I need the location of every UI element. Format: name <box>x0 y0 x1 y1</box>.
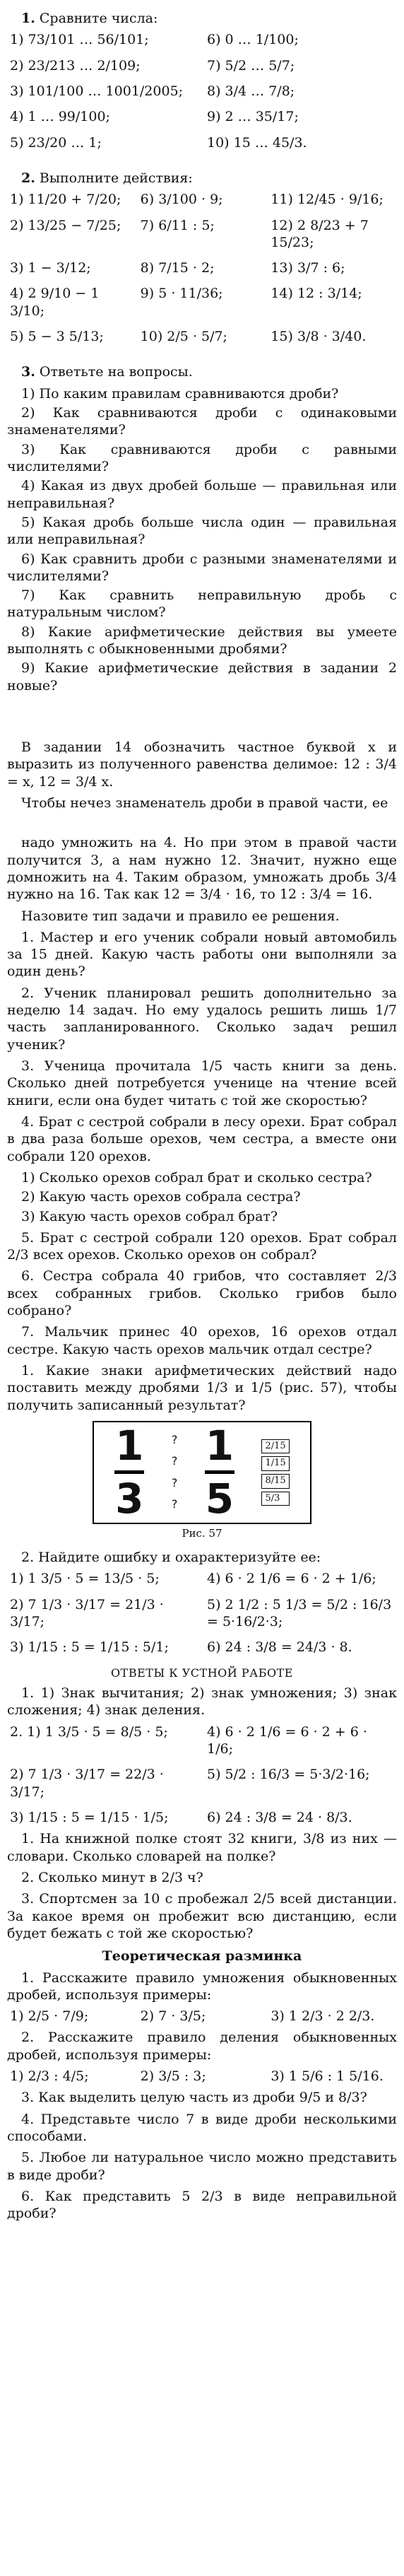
task1-item: 10) 15 … 45/3. <box>207 134 307 151</box>
error-item: 3) 1/15 : 5 = 1/15 : 5/1; <box>10 1639 169 1656</box>
question-mark: ? <box>171 1433 178 1446</box>
error-item: 5) 2 1/2 : 5 1/3 = 5/2 : 16/3 = 5·16/2·3; <box>207 1596 392 1630</box>
answer-item: 3) 1/15 : 5 = 1/15 · 1/5; <box>10 1810 169 1826</box>
task2-item: 13) 3/7 : 6; <box>271 260 345 276</box>
answer-item: 6) 24 : 3/8 = 24 · 8/3. <box>207 1810 352 1826</box>
warmup-item: 3. Как выделить целую часть из дроби 9/5 и 8/3? <box>21 2090 367 2106</box>
question: 9) Какие арифметические действия в задании 2 новые? <box>7 660 397 693</box>
answer: 1. 1) Знак вычитания; 2) знак умножения; 3) знак сложения; 4) знак деления. <box>7 1685 397 1719</box>
problem: 1. На книжной полке стоят 32 книги, 3/8 из них — словари. Сколько словарей на полке? <box>7 1831 397 1864</box>
denominator: 5 <box>205 1475 234 1523</box>
task2-item: 10) 2/5 · 5/7; <box>140 329 227 345</box>
problem: 7. Мальчик принес 40 орехов, 16 орехов отдал сестре. Какую часть орехов мальчик отдал сестре? <box>7 1324 397 1357</box>
example: 1) 2/3 : 4/5; <box>10 2068 89 2085</box>
task3-questions <box>7 385 397 694</box>
paragraph: надо умножить на 4. Но при этом в правой части получится 3, а нам нужно 12. Значит, нужно еще домножить на 4. Таким образом, умножать дробь 3/4 нужно на 16. Так как 12 = 3/4 · 16, то 12 : 3/4 = 16. <box>7 835 397 903</box>
question-mark: ? <box>171 1475 178 1489</box>
denominator: 3 <box>115 1475 144 1523</box>
task2-list <box>10 191 397 345</box>
task1-list <box>10 31 397 151</box>
error-item: 2) 7 1/3 · 3/17 = 21/3 · 3/17; <box>10 1596 164 1630</box>
figure-box <box>93 1421 311 1524</box>
task1-title: 1. Сравните числа: <box>21 11 158 26</box>
task1-item: 4) 1 … 99/100; <box>10 109 110 125</box>
task1-item: 7) 5/2 … 5/7; <box>207 57 295 74</box>
task1-item: 1) 73/101 … 56/101; <box>10 32 149 48</box>
problem: 3. Ученица прочитала 1/5 часть книги за день. Сколько дней потребуется ученице на чтение всей книги, если она будет читать с той же скоростью? <box>7 1058 397 1108</box>
result-option: 1/15 <box>261 1456 289 1471</box>
warmup-item: 6. Как представить 5 2/3 в виде неправильной дроби? <box>7 2188 397 2222</box>
result-option: 8/15 <box>261 1474 289 1489</box>
section-title: Теоретическая разминка <box>102 1948 302 1965</box>
task2-item: 12) 2 8/23 + 7 15/23; <box>271 217 369 250</box>
paragraph: В задании 14 обозначить частное буквой x и выразить из полученного равенства делимое: 12 : 3/4 = x, 12 = 3/4 x. <box>7 739 397 790</box>
answers-header: ОТВЕТЫ К УСТНОЙ РАБОТЕ <box>111 1665 293 1680</box>
task2-item: 2) 13/25 − 7/25; <box>10 217 121 233</box>
task2-item: 11) 12/45 · 9/16; <box>271 192 384 208</box>
answers-list <box>10 1723 397 1827</box>
problem: 6. Сестра собрала 40 грибов, что составляет 2/3 всех собранных грибов. Сколько грибов было собрано? <box>7 1268 397 1319</box>
task2-item: 3) 1 − 3/12; <box>10 260 91 276</box>
example: 1) 2/5 · 7/9; <box>10 2008 89 2025</box>
warmup-item: 4. Представьте число 7 в виде дроби несколькими способами. <box>7 2111 397 2145</box>
question: 1) По каким правилам сравниваются дроби? <box>21 385 339 402</box>
task1-item: 2) 23/213 … 2/109; <box>10 57 141 74</box>
warmup-item: 2. Расскажите правило деления обыкновенных дробей, используя примеры: <box>7 2030 397 2063</box>
example: 3) 1 5/6 : 1 5/16. <box>271 2068 384 2085</box>
problem: 2. Сколько минут в 2/3 ч? <box>21 1869 203 1885</box>
question: 2) Как сравниваются дроби с одинаковыми знаменателями? <box>7 405 397 438</box>
task3-title: 3. Ответьте на вопросы. <box>21 364 193 380</box>
error-list <box>10 1570 397 1656</box>
problem: 4. Брат с сестрой собрали в лесу орехи. Брат собрал в два раза больше орехов, чем сестра, а вместе они собрали 120 орехов. <box>7 1113 397 1164</box>
example: 2) 3/5 : 3; <box>140 2068 206 2085</box>
figure-caption: Рис. 57 <box>182 1526 222 1540</box>
subquestion: 3) Какую часть орехов собрал брат? <box>21 1208 278 1224</box>
numerator: 1 <box>205 1422 234 1470</box>
fraction-one-third <box>114 1422 144 1523</box>
paragraph: Чтобы нечез знаменатель дроби в правой части, ее <box>21 795 388 811</box>
task1-item: 8) 3/4 … 7/8; <box>207 83 295 99</box>
question: 8) Какие арифметические действия вы умеете выполнять с обыкновенными дробями? <box>7 623 397 657</box>
task2-item: 15) 3/8 · 3/40. <box>271 329 367 345</box>
fraction-bar <box>205 1470 234 1474</box>
question-mark: ? <box>171 1497 178 1511</box>
task1-item: 9) 2 … 35/17; <box>207 109 299 125</box>
example: 3) 1 2/3 · 2 2/3. <box>271 2008 375 2025</box>
task-title: 2. Найдите ошибку и охарактеризуйте ее: <box>21 1550 321 1566</box>
result-option: 2/15 <box>261 1439 289 1454</box>
problem: 5. Брат с сестрой собрали 120 орехов. Брат собрал 2/3 всех орехов. Сколько орехов он собрал? <box>7 1229 397 1263</box>
task2-title: 2. Выполните действия: <box>21 170 193 186</box>
problem: 3. Спортсмен за 10 с пробежал 2/5 всей дистанции. За какое время он пробежит всю дистанцию, если будет бежать с той же скоростью? <box>7 1891 397 1941</box>
task1-item: 5) 23/20 … 1; <box>10 134 102 151</box>
task2-item: 4) 2 9/10 − 1 3/10; <box>10 286 100 319</box>
question-mark: ? <box>171 1454 178 1468</box>
error-item: 4) 6 · 2 1/6 = 6 · 2 + 1/6; <box>207 1571 376 1587</box>
paragraph: Назовите тип задачи и правило ее решения. <box>21 908 340 924</box>
figure-intro: 1. Какие знаки арифметических действий надо поставить между дробями 1/3 и 1/5 (рис. 57), чтобы получить записанный результат? <box>7 1363 397 1413</box>
task1-item: 6) 0 … 1/100; <box>207 32 299 48</box>
subquestion: 1) Сколько орехов собрал брат и сколько сестра? <box>21 1169 372 1185</box>
result-options <box>261 1439 289 1506</box>
answer-item: 4) 6 · 2 1/6 = 6 · 2 + 6 · 1/6; <box>207 1723 367 1757</box>
task1-item: 3) 101/100 … 1001/2005; <box>10 83 184 99</box>
result-option: 5/3 <box>261 1492 289 1506</box>
answer-item: 2) 7 1/3 · 3/17 = 22/3 · 3/17; <box>10 1767 164 1800</box>
task2-item: 7) 6/11 : 5; <box>140 217 215 233</box>
question: 3) Как сравниваются дроби с равными числителями? <box>7 441 397 474</box>
example: 2) 7 · 3/5; <box>140 2008 206 2025</box>
warmup-item: 1. Расскажите правило умножения обыкновенных дробей, используя примеры: <box>7 1969 397 2003</box>
question: 5) Какая дробь больше числа один — правильная или неправильная? <box>7 514 397 548</box>
answer-item: 2. 1) 1 3/5 · 5 = 8/5 · 5; <box>10 1723 168 1740</box>
warmup-examples <box>10 2008 397 2025</box>
fraction-one-fifth <box>205 1422 234 1523</box>
fraction-bar <box>114 1470 144 1474</box>
question: 6) Как сравнить дроби с разными знаменателями и числителями? <box>7 551 397 584</box>
figure-57 <box>7 1421 397 1524</box>
problem: 2. Ученик планировал решить дополнительно за неделю 14 задач. Но ему удалось решить лишь 1/7 часть запланированного. Сколько задач решил ученик? <box>7 985 397 1053</box>
task2-item: 8) 7/15 · 2; <box>140 260 215 276</box>
problem: 1. Мастер и его ученик собрали новый автомобиль за 15 дней. Какую часть работы они выполняли за один день? <box>7 929 397 980</box>
error-item: 1) 1 3/5 · 5 = 13/5 · 5; <box>10 1571 160 1587</box>
error-item: 6) 24 : 3/8 = 24/3 · 8. <box>207 1639 352 1656</box>
warmup-examples <box>10 2068 397 2085</box>
warmup-item: 5. Любое ли натуральное число можно представить в виде дроби? <box>7 2150 397 2183</box>
task2-item: 14) 12 : 3/14; <box>271 286 362 302</box>
numerator: 1 <box>115 1422 144 1470</box>
task2-item: 5) 5 − 3 5/13; <box>10 329 104 345</box>
subquestion: 2) Какую часть орехов собрала сестра? <box>21 1189 301 1205</box>
answer-item: 5) 5/2 : 16/3 = 5·3/2·16; <box>207 1767 370 1783</box>
task2-item: 9) 5 · 11/36; <box>140 286 223 302</box>
question-marks <box>172 1433 178 1512</box>
task2-item: 6) 3/100 · 9; <box>140 192 223 208</box>
task2-item: 1) 11/20 + 7/20; <box>10 192 121 208</box>
question: 4) Какая из двух дробей больше — правильная или неправильная? <box>7 478 397 511</box>
question: 7) Как сравнить неправильную дробь с натуральным числом? <box>7 587 397 621</box>
